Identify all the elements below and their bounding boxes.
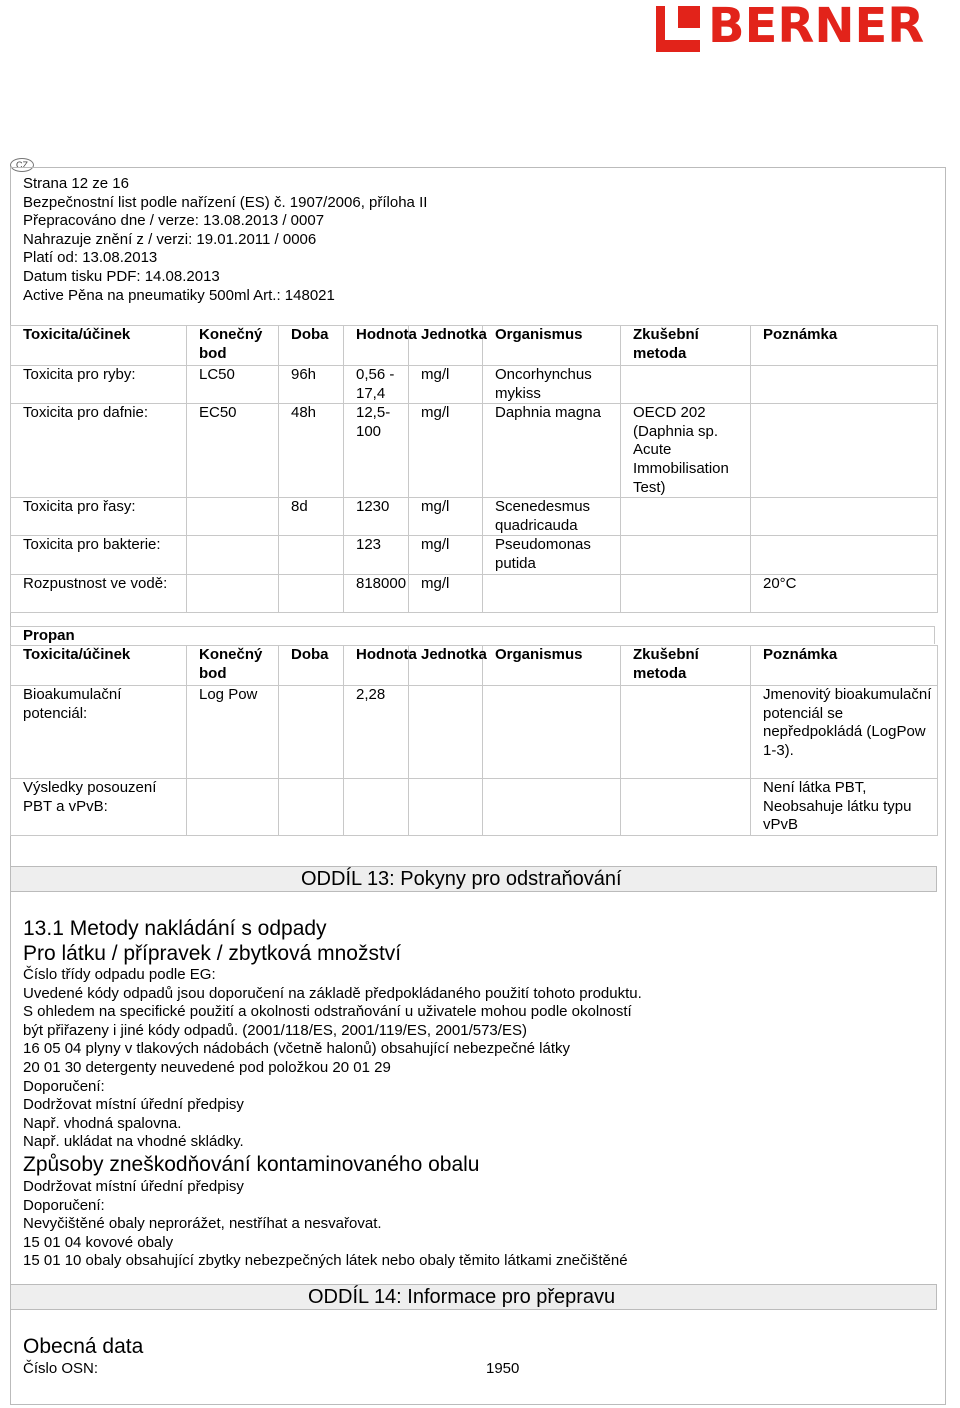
cell	[621, 498, 751, 536]
cell	[751, 536, 938, 574]
cell: Pseudomonas putida	[483, 536, 621, 574]
col-header: Konečný bod	[187, 326, 279, 366]
cell	[751, 404, 938, 498]
cell: mg/l	[409, 366, 483, 404]
cell: 20°C	[751, 574, 938, 612]
cell	[187, 574, 279, 612]
cell	[751, 366, 938, 404]
cell	[409, 779, 483, 836]
revision-line: Přepracováno dne / verze: 13.08.2013 / 0007	[23, 212, 325, 230]
text-line: Číslo třídy odpadu podle EG:	[23, 966, 216, 983]
cell	[187, 536, 279, 574]
country-badge: CZ	[10, 158, 34, 172]
table-header-row	[11, 646, 938, 686]
text-line: Dodržovat místní úřední předpisy	[23, 1096, 244, 1114]
text-line: 15 01 04 kovové obaly	[23, 1233, 174, 1251]
section-14-bar	[10, 1284, 937, 1310]
replaces-line: Nahrazuje znění z / verzi: 19.01.2011 / 0006	[23, 230, 317, 248]
subheading-general-data: Obecná data	[23, 1335, 144, 1358]
col-header: Poznámka	[751, 646, 938, 686]
document-header	[23, 175, 427, 305]
logo-mark	[656, 6, 700, 52]
cell: Toxicita pro řasy:	[11, 498, 187, 536]
cell: Log Pow	[187, 686, 279, 779]
table-row	[11, 574, 938, 612]
table-header-row	[11, 326, 938, 366]
regulation-line: Bezpečnostní list podle nařízení (ES) č. 1907/2006, příloha II	[23, 193, 428, 211]
col-header: Zkušební metoda	[621, 326, 751, 366]
cell: 12,5-100	[344, 404, 409, 498]
cell: 48h	[279, 404, 344, 498]
table-row	[11, 779, 938, 836]
cell	[483, 574, 621, 612]
cell: Toxicita pro bakterie:	[11, 536, 187, 574]
cell: EC50	[187, 404, 279, 498]
cell: Toxicita pro ryby:	[11, 366, 187, 404]
cell	[187, 779, 279, 836]
section-13-title: ODDÍL 13: Pokyny pro odstraňování	[301, 868, 622, 890]
col-header: Jednotka	[409, 646, 483, 686]
subheading-packaging: Způsoby zneškodňování kontaminovaného obalu	[23, 1153, 480, 1176]
text-line: 20 01 30 detergenty neuvedené pod položkou 20 01 29	[23, 1058, 391, 1076]
col-header: Jednotka	[409, 326, 483, 366]
cell: mg/l	[409, 574, 483, 612]
text-line: 15 01 10 obaly obsahující zbytky nebezpečných látek nebo obaly těmito látkami znečištěné	[23, 1252, 628, 1270]
col-header: Poznámka	[751, 326, 938, 366]
col-header: Doba	[279, 646, 344, 686]
table-row	[11, 498, 938, 536]
cell	[409, 686, 483, 779]
subheading-13-1: 13.1 Metody nakládání s odpady	[23, 917, 327, 940]
propan-table	[10, 645, 938, 836]
col-header: Hodnota	[344, 326, 409, 366]
text-line: Např. ukládat na vhodné skládky.	[23, 1133, 244, 1151]
cell	[621, 574, 751, 612]
cell: Rozpustnost ve vodě:	[11, 574, 187, 612]
cell	[279, 574, 344, 612]
cell: Scenedesmus quadricauda	[483, 498, 621, 536]
print-date-line: Datum tisku PDF: 14.08.2013	[23, 267, 220, 285]
waste-text-block	[23, 966, 642, 1152]
un-number-value: 1950	[486, 1360, 520, 1377]
toxicity-table	[10, 325, 938, 613]
cell	[483, 686, 621, 779]
col-header: Zkušební metoda	[621, 646, 751, 686]
text-line: Nevyčištěné obaly neprorážet, nestříhat a nesvařovat.	[23, 1215, 382, 1233]
cell	[279, 779, 344, 836]
cell	[187, 498, 279, 536]
cell: Oncorhynchus mykiss	[483, 366, 621, 404]
text-line: Uvedené kódy odpadů jsou doporučení na základě předpokládaného použití tohoto produktu.	[23, 984, 642, 1002]
col-header: Organismus	[483, 646, 621, 686]
text-line: 16 05 04 plyny v tlakových nádobách (včetně halonů) obsahující nebezpečné látky	[23, 1040, 571, 1058]
cell	[621, 779, 751, 836]
cell	[621, 536, 751, 574]
cell: 8d	[279, 498, 344, 536]
text-line: Např. vhodná spalovna.	[23, 1114, 182, 1132]
valid-from-line: Platí od: 13.08.2013	[23, 249, 158, 267]
col-header: Organismus	[483, 326, 621, 366]
logo-text: BERNER	[708, 0, 925, 54]
text-line: Dodržovat místní úřední předpisy	[23, 1178, 244, 1195]
text-line: Doporučení:	[23, 1077, 105, 1095]
cell: 0,56 - 17,4	[344, 366, 409, 404]
subheading-substance: Pro látku / přípravek / zbytková množství	[23, 942, 402, 965]
text-line: S ohledem na specifické použití a okolnosti odstraňování u uživatele mohou podle okolností	[23, 1003, 632, 1021]
cell: OECD 202 (Daphnia sp. Acute Immobilisation Test)	[621, 404, 751, 498]
cell: 123	[344, 536, 409, 574]
page-number: Strana 12 ze 16	[23, 175, 129, 192]
text-line: být přiřazeny i jiné kódy odpadů. (2001/118/ES, 2001/119/ES, 2001/573/ES)	[23, 1021, 527, 1039]
cell	[344, 779, 409, 836]
berner-logo	[656, 0, 956, 54]
cell: mg/l	[409, 404, 483, 498]
cell: Výsledky posouzení PBT a vPvB:	[11, 779, 187, 836]
table-row	[11, 536, 938, 574]
cell: Bioakumulační potenciál:	[11, 686, 187, 779]
cell: 96h	[279, 366, 344, 404]
cell	[621, 686, 751, 779]
cell	[279, 536, 344, 574]
cell: Jmenovitý bioakumulační potenciál se nepředpokládá (LogPow 1-3).	[751, 686, 938, 779]
cell: Není látka PBT, Neobsahuje látku typu vPvB	[751, 779, 938, 836]
table-row	[11, 404, 938, 498]
table-row	[11, 366, 938, 404]
un-number-label: Číslo OSN:	[23, 1360, 99, 1377]
cell: 818000	[344, 574, 409, 612]
product-line: Active Pěna na pneumatiky 500ml Art.: 148021	[23, 286, 335, 304]
col-header: Konečný bod	[187, 646, 279, 686]
col-header: Doba	[279, 326, 344, 366]
cell	[279, 686, 344, 779]
cell: Daphnia magna	[483, 404, 621, 498]
table-row	[11, 686, 938, 779]
packaging-text-block	[23, 1178, 628, 1271]
cell: LC50	[187, 366, 279, 404]
col-header: Toxicita/účinek	[11, 326, 187, 366]
substance-name: Propan	[10, 626, 935, 644]
cell: Toxicita pro dafnie:	[11, 404, 187, 498]
cell: 1230	[344, 498, 409, 536]
cell: mg/l	[409, 498, 483, 536]
text-line: Doporučení:	[23, 1196, 105, 1214]
cell: 2,28	[344, 686, 409, 779]
cell	[621, 366, 751, 404]
cell	[483, 779, 621, 836]
cell	[751, 498, 938, 536]
section-13-bar	[10, 866, 937, 892]
cell: mg/l	[409, 536, 483, 574]
col-header: Toxicita/účinek	[11, 646, 187, 686]
section-14-title: ODDÍL 14: Informace pro přepravu	[308, 1286, 616, 1308]
col-header: Hodnota	[344, 646, 409, 686]
